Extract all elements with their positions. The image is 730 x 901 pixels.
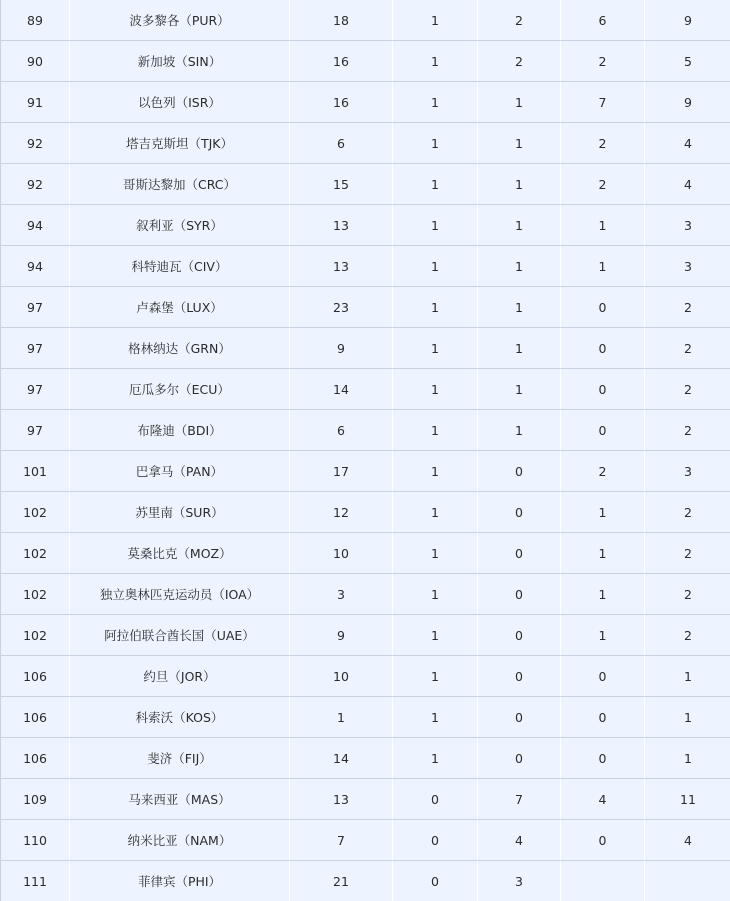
total-events-cell: 13 [290,779,393,820]
silver-cell: 1 [478,328,561,369]
rank-cell: 89 [1,0,70,41]
bronze-cell: 1 [561,205,645,246]
total-events-cell: 10 [290,656,393,697]
gold-cell: 1 [393,123,478,164]
medal-total-cell: 9 [645,0,730,41]
gold-cell: 1 [393,287,478,328]
table-row [1,615,730,656]
rank-cell: 90 [1,41,70,82]
total-events-cell: 21 [290,861,393,901]
country-cell: 纳米比亚（NAM） [70,820,290,861]
bronze-cell: 7 [561,82,645,123]
gold-cell: 1 [393,451,478,492]
table-row [1,574,730,615]
gold-cell: 1 [393,164,478,205]
rank-cell: 97 [1,328,70,369]
table-row [1,246,730,287]
country-cell: 波多黎各（PUR） [70,0,290,41]
rank-cell: 91 [1,82,70,123]
rank-cell: 102 [1,615,70,656]
rank-cell: 106 [1,697,70,738]
total-events-cell: 9 [290,328,393,369]
bronze-cell: 1 [561,615,645,656]
total-events-cell: 14 [290,369,393,410]
medal-total-cell: 2 [645,328,730,369]
country-cell: 塔吉克斯坦（TJK） [70,123,290,164]
rank-cell: 92 [1,164,70,205]
table-row [1,0,730,41]
table-row [1,738,730,779]
country-cell: 新加坡（SIN） [70,41,290,82]
silver-cell: 0 [478,574,561,615]
gold-cell: 0 [393,779,478,820]
bronze-cell: 2 [561,41,645,82]
country-cell: 叙利亚（SYR） [70,205,290,246]
medal-total-cell: 1 [645,738,730,779]
table-row [1,410,730,451]
silver-cell: 1 [478,205,561,246]
silver-cell: 4 [478,820,561,861]
country-cell: 布隆迪（BDI） [70,410,290,451]
silver-cell: 0 [478,533,561,574]
gold-cell: 1 [393,697,478,738]
bronze-cell: 0 [561,738,645,779]
country-cell: 科索沃（KOS） [70,697,290,738]
medal-total-cell: 1 [645,656,730,697]
total-events-cell: 16 [290,41,393,82]
bronze-cell: 1 [561,533,645,574]
bronze-cell: 0 [561,287,645,328]
table-row [1,656,730,697]
bronze-cell: 0 [561,820,645,861]
bronze-cell: 2 [561,123,645,164]
table-row [1,820,730,861]
total-events-cell: 18 [290,0,393,41]
gold-cell: 0 [393,820,478,861]
medal-total-cell: 2 [645,410,730,451]
table-row [1,779,730,820]
gold-cell: 1 [393,533,478,574]
rank-cell: 92 [1,123,70,164]
medal-total-cell: 3 [645,205,730,246]
table-row [1,369,730,410]
medal-total-cell: 2 [645,369,730,410]
gold-cell: 1 [393,656,478,697]
bronze-cell: 0 [561,410,645,451]
medal-total-cell: 2 [645,287,730,328]
country-cell: 马来西亚（MAS） [70,779,290,820]
total-events-cell: 13 [290,246,393,287]
silver-cell: 7 [478,779,561,820]
bronze-cell: 2 [561,164,645,205]
gold-cell: 0 [393,861,478,901]
gold-cell: 1 [393,82,478,123]
gold-cell: 1 [393,738,478,779]
table-row [1,697,730,738]
rank-cell: 102 [1,533,70,574]
country-cell: 菲律宾（PHI） [70,861,290,901]
gold-cell: 1 [393,574,478,615]
total-events-cell: 17 [290,451,393,492]
rank-cell: 101 [1,451,70,492]
bronze-cell: 4 [561,779,645,820]
country-cell: 以色列（ISR） [70,82,290,123]
silver-cell: 0 [478,697,561,738]
silver-cell: 3 [478,861,561,901]
rank-cell: 110 [1,820,70,861]
country-cell: 卢森堡（LUX） [70,287,290,328]
gold-cell: 1 [393,615,478,656]
rank-cell: 97 [1,287,70,328]
rank-cell: 111 [1,861,70,901]
country-cell: 独立奥林匹克运动员（IOA） [70,574,290,615]
medal-total-cell [645,861,730,901]
bronze-cell: 0 [561,328,645,369]
total-events-cell: 23 [290,287,393,328]
medal-total-cell: 4 [645,123,730,164]
silver-cell: 1 [478,410,561,451]
total-events-cell: 15 [290,164,393,205]
bronze-cell [561,861,645,901]
table-row [1,451,730,492]
medal-total-cell: 11 [645,779,730,820]
rank-cell: 97 [1,410,70,451]
medal-total-cell: 3 [645,451,730,492]
silver-cell: 0 [478,656,561,697]
gold-cell: 1 [393,205,478,246]
rank-cell: 94 [1,205,70,246]
gold-cell: 1 [393,410,478,451]
medal-total-cell: 5 [645,41,730,82]
total-events-cell: 9 [290,615,393,656]
table-row [1,123,730,164]
total-events-cell: 13 [290,205,393,246]
country-cell: 科特迪瓦（CIV） [70,246,290,287]
bronze-cell: 1 [561,574,645,615]
country-cell: 巴拿马（PAN） [70,451,290,492]
gold-cell: 1 [393,369,478,410]
medal-total-cell: 3 [645,246,730,287]
medal-total-cell: 4 [645,820,730,861]
rank-cell: 106 [1,738,70,779]
table-row [1,287,730,328]
total-events-cell: 6 [290,123,393,164]
table-row [1,533,730,574]
medal-total-cell: 2 [645,492,730,533]
table-row [1,205,730,246]
rank-cell: 102 [1,574,70,615]
total-events-cell: 6 [290,410,393,451]
total-events-cell: 1 [290,697,393,738]
total-events-cell: 3 [290,574,393,615]
silver-cell: 0 [478,492,561,533]
country-cell: 约旦（JOR） [70,656,290,697]
bronze-cell: 1 [561,246,645,287]
silver-cell: 2 [478,41,561,82]
silver-cell: 2 [478,0,561,41]
silver-cell: 1 [478,82,561,123]
medal-total-cell: 1 [645,697,730,738]
bronze-cell: 0 [561,656,645,697]
total-events-cell: 14 [290,738,393,779]
rank-cell: 94 [1,246,70,287]
silver-cell: 1 [478,287,561,328]
medal-total-cell: 2 [645,574,730,615]
rank-cell: 97 [1,369,70,410]
country-cell: 苏里南（SUR） [70,492,290,533]
rank-cell: 106 [1,656,70,697]
medal-total-cell: 4 [645,164,730,205]
table-row [1,41,730,82]
bronze-cell: 6 [561,0,645,41]
country-cell: 格林纳达（GRN） [70,328,290,369]
bronze-cell: 1 [561,492,645,533]
gold-cell: 1 [393,0,478,41]
table-row [1,164,730,205]
total-events-cell: 16 [290,82,393,123]
table-row [1,82,730,123]
gold-cell: 1 [393,328,478,369]
medal-total-cell: 2 [645,533,730,574]
bronze-cell: 0 [561,697,645,738]
bronze-cell: 0 [561,369,645,410]
table-row [1,492,730,533]
silver-cell: 1 [478,369,561,410]
silver-cell: 0 [478,615,561,656]
country-cell: 莫桑比克（MOZ） [70,533,290,574]
country-cell: 哥斯达黎加（CRC） [70,164,290,205]
medal-table-body [1,0,730,901]
rank-cell: 102 [1,492,70,533]
silver-cell: 1 [478,164,561,205]
gold-cell: 1 [393,41,478,82]
table-row [1,328,730,369]
silver-cell: 1 [478,246,561,287]
rank-cell: 109 [1,779,70,820]
medal-total-cell: 9 [645,82,730,123]
country-cell: 斐济（FIJ） [70,738,290,779]
table-row [1,861,730,901]
total-events-cell: 12 [290,492,393,533]
silver-cell: 0 [478,451,561,492]
country-cell: 阿拉伯联合酋长国（UAE） [70,615,290,656]
silver-cell: 0 [478,738,561,779]
country-cell: 厄瓜多尔（ECU） [70,369,290,410]
gold-cell: 1 [393,246,478,287]
total-events-cell: 10 [290,533,393,574]
silver-cell: 1 [478,123,561,164]
total-events-cell: 7 [290,820,393,861]
medal-total-cell: 2 [645,615,730,656]
gold-cell: 1 [393,492,478,533]
bronze-cell: 2 [561,451,645,492]
